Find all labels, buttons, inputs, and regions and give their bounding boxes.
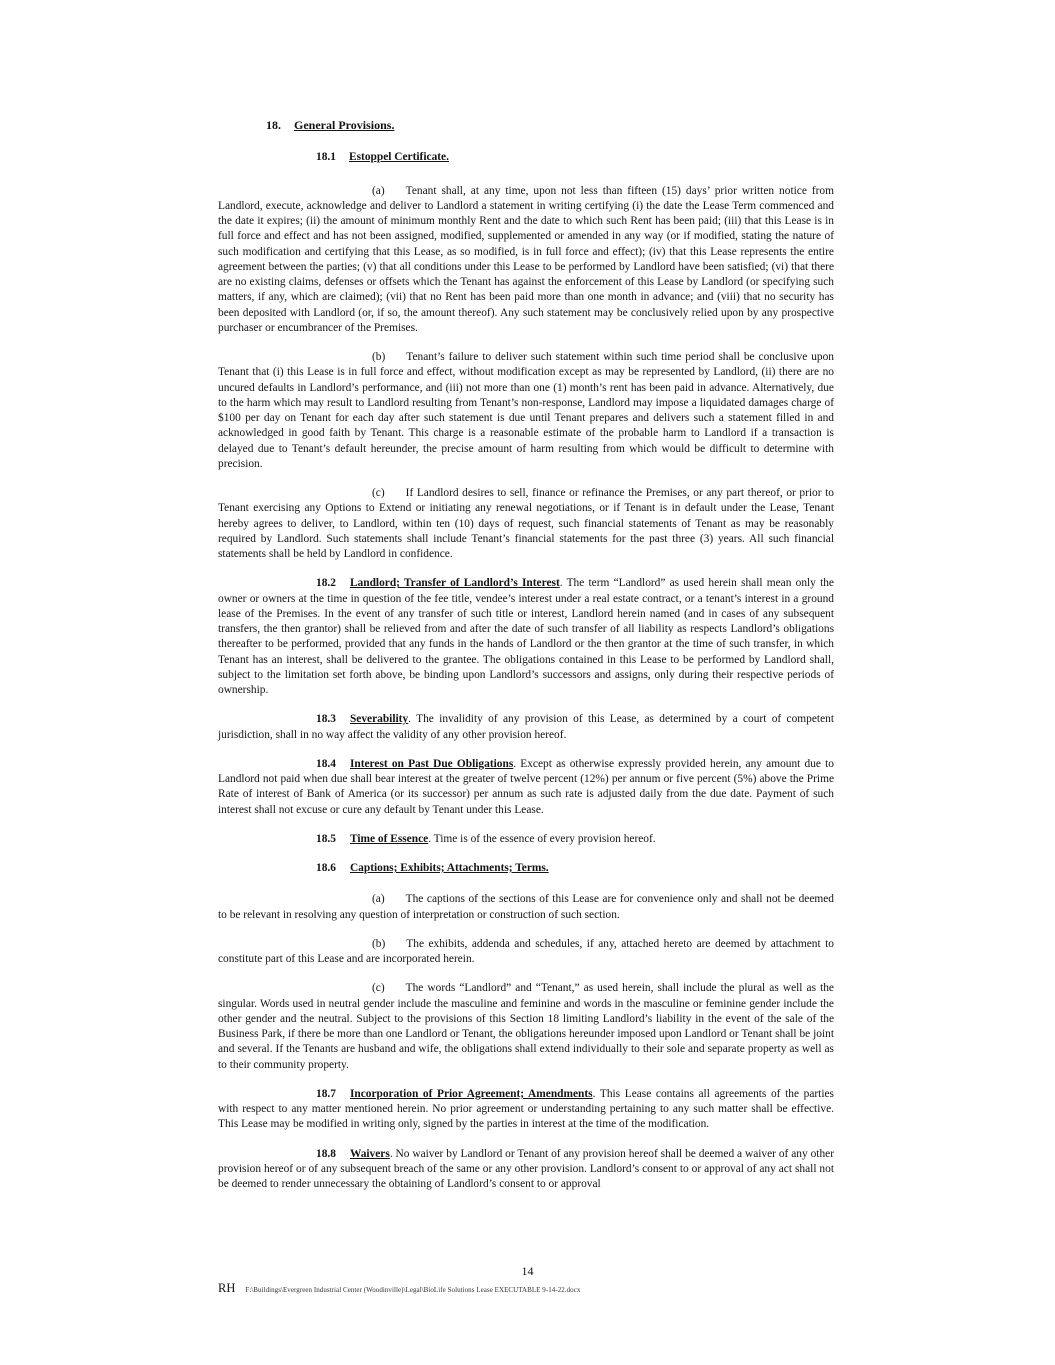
clause-text: The words “Landlord” and “Tenant,” as used herein, shall include the plural as well as the singular. Words used in neutral gender include the masculine and feminine and words in the masculine or feminine gender include the other gender and the neutral. Subject to the provisions of this Section 18 limiting Landlord’s liability in the event of the sale of the Business Park, if there be more than one Landlord or Tenant, the obligations hereunder imposed upon Landlord or Tenant shall be joint and several. If the Tenants are husband and wife, the obligations shall extend individually to their sole and separate property as well as to their community property. bbox=[218, 982, 834, 1071]
section-text: . No waiver by Landlord or Tenant of any provision hereof shall be deemed a waiver of any other provision hereof or of any subsequent breach of the same or any other provision. Landlord’s consent to or approval of any act shall not be deemed to render unnecessary the obtaining of Landlord’s consent to or approval bbox=[218, 1147, 834, 1190]
clause-label: (c) bbox=[372, 982, 385, 995]
section-title: Landlord; Transfer of Landlord’s Interest bbox=[349, 577, 560, 590]
section-title: Incorporation of Prior Agreement; Amendments bbox=[349, 1087, 593, 1100]
section-number: 18.6 bbox=[316, 862, 336, 874]
section-18-6-a bbox=[218, 892, 834, 923]
section-number: 18.2 bbox=[316, 577, 336, 590]
document-body bbox=[218, 118, 834, 1192]
article-heading bbox=[266, 118, 834, 133]
section-title: Captions; Exhibits; Attachments; Terms. bbox=[349, 862, 549, 874]
clause-label: (b) bbox=[372, 937, 386, 950]
section-text: . This Lease contains all agreements of the parties with respect to any matter mentioned herein. No prior agreement or understanding pertaining to any such matter shall be effective. This Lease may be modified in writing only, signed by the parties in interest at the time of the modification. bbox=[218, 1087, 834, 1131]
section-number: 18.3 bbox=[316, 713, 336, 726]
page-number: 14 bbox=[521, 1264, 534, 1278]
section-title: Estoppel Certificate. bbox=[349, 151, 449, 164]
section-title: Interest on Past Due Obligations bbox=[349, 757, 514, 770]
section-18-6-b bbox=[218, 937, 834, 968]
article-number: 18. bbox=[266, 118, 281, 132]
section-18-8 bbox=[218, 1147, 834, 1193]
section-18-5 bbox=[218, 832, 834, 847]
section-number: 18.1 bbox=[316, 151, 336, 164]
section-18-1-a bbox=[218, 184, 834, 337]
article-title: General Provisions. bbox=[294, 118, 395, 132]
footer bbox=[218, 1281, 580, 1296]
section-18-6-heading bbox=[218, 861, 834, 876]
footer-file-path: F:\Buildings\Evergreen Industrial Center (Woodinville)\Legal\BioLife Solutions Lease EXECUTABLE 9-14-22.docx bbox=[245, 1286, 581, 1294]
section-text: . Except as otherwise expressly provided herein, any amount due to Landlord not paid when due shall bear interest at the greater of twelve percent (12%) per annum or five percent (5%) above the Prime Rate of interest of Bank of America (or its successor) per annum as such rate is adjusted daily from the due date. Payment of such interest shall not excuse or cure any default by Tenant under this Lease. bbox=[218, 757, 834, 816]
section-title: Severability bbox=[349, 713, 409, 726]
clause-label: (a) bbox=[372, 184, 385, 197]
section-18-1-heading bbox=[316, 150, 834, 165]
section-18-1-b bbox=[218, 350, 834, 472]
section-18-7 bbox=[218, 1087, 834, 1133]
section-18-6-c bbox=[218, 981, 834, 1073]
section-number: 18.8 bbox=[316, 1147, 336, 1160]
clause-text: If Landlord desires to sell, finance or refinance the Premises, or any part thereof, or prior to Tenant exercising any Options to Extend or initiating any renewal negotiations, or if Tenant is in default under the Lease, Tenant hereby agrees to deliver, to Landlord, within ten (10) days of request, such financial statements of Tenant as may be reasonably required by Landlord. Such statements shall include Tenant’s financial statements for the past three (3) years. All such financial statements shall be held by Landlord in confidence. bbox=[218, 487, 834, 560]
section-18-2 bbox=[218, 576, 834, 698]
section-title: Waivers bbox=[349, 1147, 390, 1160]
section-text: . The invalidity of any provision of this Lease, as determined by a court of competent jurisdiction, shall in no way affect the validity of any other provision hereof. bbox=[218, 713, 834, 741]
section-title: Time of Essence bbox=[349, 832, 429, 845]
clause-text: The captions of the sections of this Lease are for convenience only and shall not be deemed to be relevant in resolving any question of interpretation or construction of such section. bbox=[218, 893, 834, 921]
section-18-1-c bbox=[218, 486, 834, 562]
section-number: 18.7 bbox=[316, 1087, 336, 1100]
section-18-3 bbox=[218, 712, 834, 743]
section-18-4 bbox=[218, 757, 834, 818]
section-text: . Time is of the essence of every provision hereof. bbox=[428, 832, 656, 845]
clause-label: (b) bbox=[372, 351, 386, 363]
section-number: 18.5 bbox=[316, 832, 336, 845]
section-text: . The term “Landlord” as used herein shall mean only the owner or owners at the time in question of the fee title, vendee’s interest under a real estate contract, or a tenant’s interest in a ground lease of the Premises. In the event of any transfer of such title or interest, Landlord herein named (and in cases of any subsequent transfers, the then grantor) shall be relieved from and after the date of such transfer of all liability as respects Landlord’s obligations thereafter to be performed, provided that any funds in the hands of Landlord or the then grantor at the time of such transfer, in which Tenant has an interest, shall be delivered to the grantee. The obligations contained in this Lease to be performed by Landlord shall, subject to the limitation set forth above, be binding upon Landlord’s successors and assigns, only during their respective periods of ownership. bbox=[218, 577, 834, 696]
section-number: 18.4 bbox=[316, 757, 336, 770]
clause-text: Tenant shall, at any time, upon not less than fifteen (15) days’ prior written notice from Landlord, execute, acknowledge and deliver to Landlord a statement in writing certifying (i) the date the Lease Term commenced and the date it expires; (ii) the amount of minimum monthly Rent and the date to which such Rent has been paid; (iii) that this Lease is in full force and effect and has not been assigned, modified, supplemented or amended in any way (or if modified, stating the nature of such modification and certifying that this Lease, as so modified, is in full force and effect); (iv) that this Lease represents the entire agreement between the parties; (v) that all conditions under this Lease to be performed by Landlord have been satisfied; (vi) that there are no existing claims, defenses or offsets which the Tenant has against the enforcement of this Lease by Landlord (or specifying such matters, if any, which are claimed); (vii) that no Rent has been paid more than one month in advance; and (viii) that no security has been deposited with Landlord (or, if so, the amount thereof). Any such statement may be conclusively relied upon by any prospective purchaser or encumbrancer of the Premises. bbox=[218, 184, 834, 334]
clause-text: Tenant’s failure to deliver such statement within such time period shall be conclusive upon Tenant that (i) this Lease is in full force and effect, without modification except as may be represented by Landlord, (ii) there are no uncured defaults in Landlord’s performance, and (iii) not more than one (1) month’s rent has been paid in advance. Alternatively, due to the harm which may result to Landlord resulting from Tenant’s non-response, Landlord may impose a liquidated damages charge of $100 per day on Tenant for each day after such statement is due until Tenant prepares and delivers such a statement filled in and acknowledged in good faith by Tenant. This charge is a reasonable estimate of the probable harm to Landlord if a transaction is delayed due to Tenant’s default hereunder, the precise amount of harm resulting from which would be difficult to determine with precision. bbox=[218, 351, 834, 470]
clause-label: (c) bbox=[372, 487, 385, 499]
footer-initials: RH bbox=[218, 1281, 236, 1295]
clause-label: (a) bbox=[372, 893, 385, 906]
clause-text: The exhibits, addenda and schedules, if any, attached hereto are deemed by attachment to constitute part of this Lease and are incorporated herein. bbox=[218, 937, 834, 965]
